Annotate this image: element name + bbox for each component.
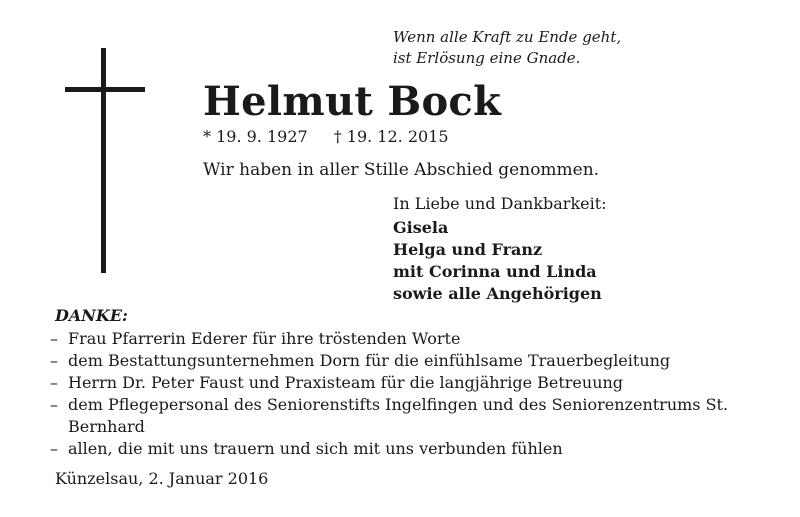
- quote-line-1: Wenn alle Kraft zu Ende geht,: [393, 28, 622, 46]
- thanks-item: [50, 438, 780, 460]
- thanks-item-text: allen, die mit uns trauern und sich mit uns verbunden fühlen: [68, 439, 563, 458]
- memorial-quote: [393, 27, 621, 69]
- dash-bullet: –: [50, 351, 58, 370]
- death-date: † 19. 12. 2015: [333, 127, 449, 146]
- quote-line-2: ist Erlösung eine Gnade.: [393, 49, 581, 67]
- mourners-list: [393, 217, 602, 305]
- thanks-item-text: dem Pflegepersonal des Seniorenstifts Ingelfingen und des Seniorenzentrums St. Bernhard: [68, 395, 729, 436]
- cross-icon: [101, 48, 106, 273]
- mourner-name: Helga und Franz: [393, 240, 543, 259]
- thanks-item: [50, 394, 768, 438]
- thanks-item-text: Herrn Dr. Peter Faust und Praxisteam für die langjährige Betreuung: [68, 373, 624, 392]
- mourner-name: Gisela: [393, 218, 449, 237]
- farewell-text: Wir haben in aller Stille Abschied genommen.: [203, 160, 600, 180]
- dash-bullet: –: [50, 329, 58, 348]
- place-date: Künzelsau, 2. Januar 2016: [55, 469, 269, 488]
- mourners-intro: In Liebe und Dankbarkeit:: [393, 194, 607, 213]
- dash-bullet: –: [50, 373, 58, 392]
- mourner-name: sowie alle Angehörigen: [393, 284, 602, 303]
- birth-date: * 19. 9. 1927: [203, 127, 308, 146]
- mourner-name: mit Corinna und Linda: [393, 262, 597, 281]
- cross-icon-bar: [65, 87, 145, 92]
- dash-bullet: –: [50, 439, 58, 458]
- thanks-title: DANKE:: [55, 306, 128, 325]
- dash-bullet: –: [50, 395, 58, 414]
- thanks-item: [50, 372, 780, 394]
- thanks-item-text: Frau Pfarrerin Ederer für ihre tröstenden Worte: [68, 329, 461, 348]
- thanks-item: [50, 328, 780, 350]
- thanks-item-text: dem Bestattungsunternehmen Dorn für die einfühlsame Trauerbegleitung: [68, 351, 671, 370]
- deceased-name: Helmut Bock: [203, 78, 502, 125]
- thanks-list: [50, 328, 780, 460]
- life-dates: [203, 127, 475, 147]
- thanks-item: [50, 350, 780, 372]
